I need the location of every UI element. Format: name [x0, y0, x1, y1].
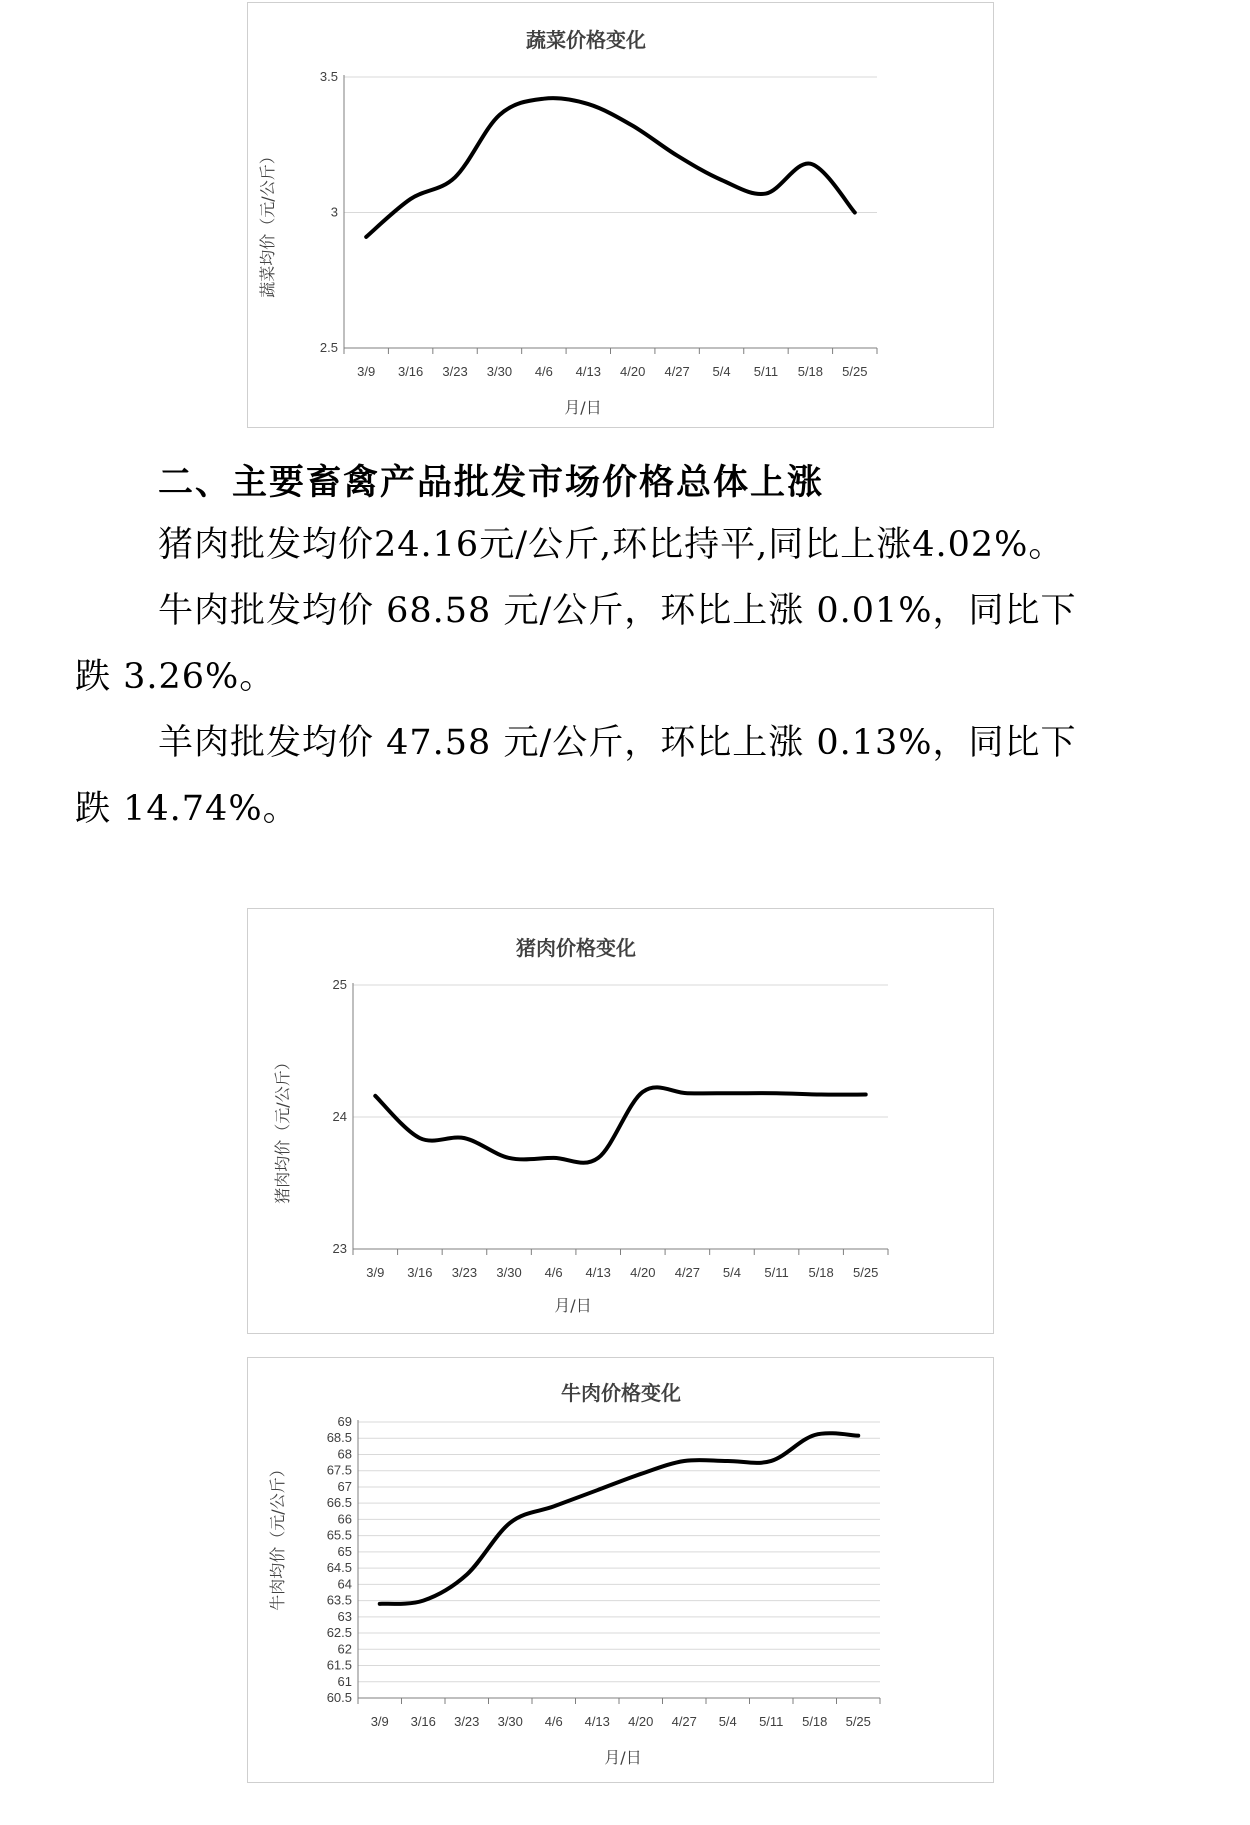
x-tick-label: 4/27 [664, 364, 690, 379]
y-tick-label: 62.5 [326, 1625, 352, 1641]
y-tick-label: 66 [337, 1511, 352, 1527]
y-tick-label: 63.5 [326, 1592, 352, 1608]
data-point [409, 197, 412, 200]
x-tick-label: 3/9 [357, 364, 376, 379]
chart-title: 牛肉价格变化 [561, 1381, 681, 1405]
data-point [820, 1093, 823, 1096]
data-point [853, 211, 856, 214]
data-point [454, 176, 457, 179]
x-tick-label: 4/6 [534, 364, 553, 379]
beef-paragraph-line1: 牛肉批发均价 68.58 元/公斤，环比上涨 0.01%，同比下 [158, 591, 1077, 631]
y-tick-label: 2.5 [319, 340, 338, 355]
y-tick-label: 3 [330, 204, 338, 220]
y-tick-label: 61.5 [326, 1657, 352, 1673]
x-tick-label: 3/23 [442, 364, 468, 379]
y-tick-label: 64 [337, 1576, 352, 1592]
x-tick-label: 5/25 [845, 1714, 871, 1729]
data-point [552, 1156, 555, 1159]
x-tick-label: 5/4 [718, 1714, 737, 1729]
pork-paragraph: 猪肉批发均价24.16元/公斤,环比持平,同比上涨4.02%。 [158, 525, 1065, 565]
y-tick-label: 68.5 [326, 1430, 352, 1446]
data-point [552, 1505, 555, 1508]
x-tick-label: 5/4 [712, 364, 731, 379]
vegetable-chart [247, 2, 994, 428]
x-tick-label: 4/27 [671, 1714, 697, 1729]
x-tick-label: 5/11 [764, 1265, 789, 1280]
y-tick-label: 24 [332, 1109, 347, 1124]
y-axis-label: 牛肉均价（元/公斤） [268, 1461, 287, 1611]
data-point [686, 1092, 689, 1095]
data-point [498, 113, 501, 116]
x-axis-label: 月/日 [554, 1296, 592, 1315]
x-tick-label: 5/4 [722, 1265, 741, 1280]
y-axis-label: 蔬菜均价（元/公斤） [258, 148, 277, 298]
chart-title: 猪肉价格变化 [516, 936, 636, 960]
data-point [813, 1433, 816, 1436]
data-point [720, 178, 723, 181]
data-point [465, 1573, 468, 1576]
y-tick-label: 65.5 [326, 1527, 352, 1543]
data-point [378, 1602, 381, 1605]
x-tick-label: 3/16 [397, 364, 424, 379]
data-point [857, 1434, 860, 1437]
data-point [418, 1137, 421, 1140]
y-tick-label: 69 [337, 1414, 352, 1429]
y-tick-label: 64.5 [326, 1560, 352, 1576]
data-point [542, 97, 545, 100]
x-tick-label: 5/25 [853, 1265, 879, 1280]
data-point [639, 1472, 642, 1475]
y-tick-label: 61 [337, 1673, 352, 1689]
x-tick-label: 5/18 [797, 364, 824, 379]
y-tick-label: 62 [337, 1641, 352, 1657]
data-point [809, 162, 812, 165]
pork-chart [247, 908, 994, 1334]
data-point [509, 1521, 512, 1524]
x-tick-label: 3/23 [451, 1265, 478, 1280]
data-point [764, 192, 767, 195]
x-tick-label: 4/6 [544, 1714, 563, 1729]
x-tick-label: 3/30 [496, 1265, 522, 1280]
series-line [366, 98, 855, 237]
data-point [683, 1459, 686, 1462]
beef-paragraph-line2: 跌 3.26%。 [75, 657, 276, 697]
data-point [775, 1092, 778, 1095]
x-tick-label: 3/30 [486, 364, 513, 379]
x-tick-label: 5/18 [802, 1714, 828, 1729]
data-point [676, 154, 679, 157]
x-tick-label: 4/13 [575, 364, 601, 379]
x-tick-label: 3/9 [370, 1714, 389, 1729]
y-tick-label: 25 [332, 977, 347, 992]
series-line [380, 1433, 859, 1604]
data-point [508, 1156, 511, 1159]
data-point [726, 1459, 729, 1462]
y-tick-label: 65 [337, 1543, 352, 1559]
data-point [422, 1599, 425, 1602]
x-tick-label: 3/16 [410, 1714, 436, 1729]
data-point [587, 103, 590, 106]
data-point [463, 1137, 466, 1140]
pork-chart-svg [248, 909, 993, 1333]
data-point [641, 1090, 644, 1093]
vegetable-chart-svg [248, 3, 993, 427]
y-tick-label: 23 [332, 1241, 347, 1256]
x-tick-label: 5/11 [753, 364, 779, 379]
x-tick-label: 4/20 [628, 1714, 654, 1729]
x-tick-label: 5/11 [759, 1714, 784, 1729]
y-axis-label: 猪肉均价（元/公斤） [273, 1054, 292, 1204]
data-point [597, 1156, 600, 1159]
series-line [375, 1087, 865, 1162]
x-tick-label: 4/13 [584, 1714, 610, 1729]
x-tick-label: 5/18 [808, 1265, 834, 1280]
x-tick-label: 4/6 [544, 1265, 563, 1280]
x-tick-label: 3/23 [454, 1714, 480, 1729]
y-tick-label: 67 [337, 1478, 352, 1494]
x-axis-label: 月/日 [604, 1748, 642, 1767]
lamb-paragraph-line2: 跌 14.74%。 [75, 789, 299, 829]
y-tick-label: 66.5 [326, 1495, 352, 1511]
x-tick-label: 4/27 [674, 1265, 701, 1280]
beef-chart [247, 1357, 994, 1783]
data-point [596, 1489, 599, 1492]
data-point [770, 1459, 773, 1462]
y-tick-label: 67.5 [326, 1462, 352, 1478]
x-axis-label: 月/日 [564, 398, 602, 417]
data-point [374, 1094, 377, 1097]
x-tick-label: 3/16 [407, 1265, 433, 1280]
x-tick-label: 4/20 [620, 364, 646, 379]
data-point [631, 124, 634, 127]
y-tick-label: 3.5 [319, 69, 338, 84]
data-point [730, 1092, 733, 1095]
x-tick-label: 3/9 [366, 1265, 385, 1280]
chart-title: 蔬菜价格变化 [526, 28, 646, 52]
x-tick-label: 3/30 [497, 1714, 523, 1729]
y-tick-label: 63 [337, 1608, 352, 1624]
y-tick-label: 68 [337, 1446, 352, 1462]
lamb-paragraph-line1: 羊肉批发均价 47.58 元/公斤，环比上涨 0.13%，同比下 [158, 723, 1077, 763]
beef-chart-svg [248, 1358, 993, 1782]
section-heading: 二、主要畜禽产品批发市场价格总体上涨 [158, 463, 825, 503]
x-tick-label: 4/20 [630, 1265, 656, 1280]
data-point [864, 1093, 867, 1096]
data-point [365, 235, 368, 238]
y-tick-label: 60.5 [326, 1690, 352, 1705]
x-tick-label: 4/13 [585, 1265, 611, 1280]
x-tick-label: 5/25 [842, 364, 868, 379]
